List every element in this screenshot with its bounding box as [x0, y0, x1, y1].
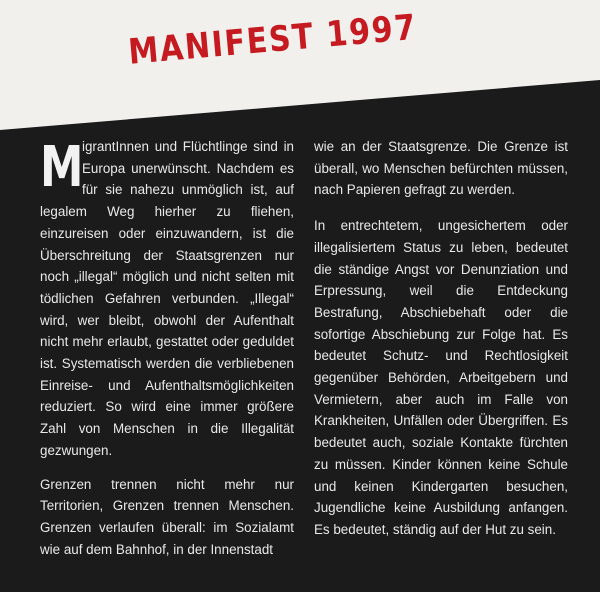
paragraph-text: igrantInnen und Flüchtlinge sind in Europa unerwünscht. Nachdem es für sie nahezu unmöglich ist, auf legalem Weg hierher zu fliehen, einzureisen oder einzuwandern, ist die Überschreitung der Staatsgrenzen nur noch „illegal“ möglich und nicht selten mit tödlichen Gefahren verbunden. „Illegal“ wird, wer bleibt, obwohl der Aufenthalt nicht mehr erlaubt, gestattet oder geduldet ist. Systematisch werden die verbliebenen Einreise- und Aufenthaltsmöglichkeiten reduziert. So wird eine immer größere Zahl von Menschen in die Illegalität gezwungen.: [40, 139, 294, 458]
drop-cap: M: [40, 135, 84, 200]
right-column: [314, 136, 568, 555]
paragraph: In entrechtetem, ungesichertem oder illegalisiertem Status zu leben, bedeutet die ständige Angst vor Denunziation und Erpressung, weil die Entdeckung Bestrafung, Abschiebehaft oder die sofortige Abschiebung zur Folge hat. Es bedeutet Schutz- und Rechtlosigkeit gegenüber Behörden, Arbeitgebern und Vermietern, aber auch im Falle von Krankheiten, Unfällen oder Übergriffen. Es bedeutet auch, soziale Kontakte fürchten zu müssen. Kinder können keine Schule und keinen Kindergarten besuchen, Jugendliche keine Ausbildung anfangen. Es bedeutet, ständig auf der Hut zu sein.: [314, 218, 568, 537]
paragraph: Grenzen trennen nicht mehr nur Territorien, Grenzen trennen Menschen. Grenzen verlaufen überall: im Sozialamt wie auf dem Bahnhof, in der Innenstadt: [40, 476, 294, 557]
page-title: MANIFEST 1997: [126, 7, 419, 73]
paragraph: [40, 136, 294, 462]
paragraph: wie an der Staatsgrenze. Die Grenze ist überall, wo Menschen befürchten müssen, nach Papieren gefragt zu werden.: [314, 139, 568, 198]
left-column: [40, 136, 294, 572]
